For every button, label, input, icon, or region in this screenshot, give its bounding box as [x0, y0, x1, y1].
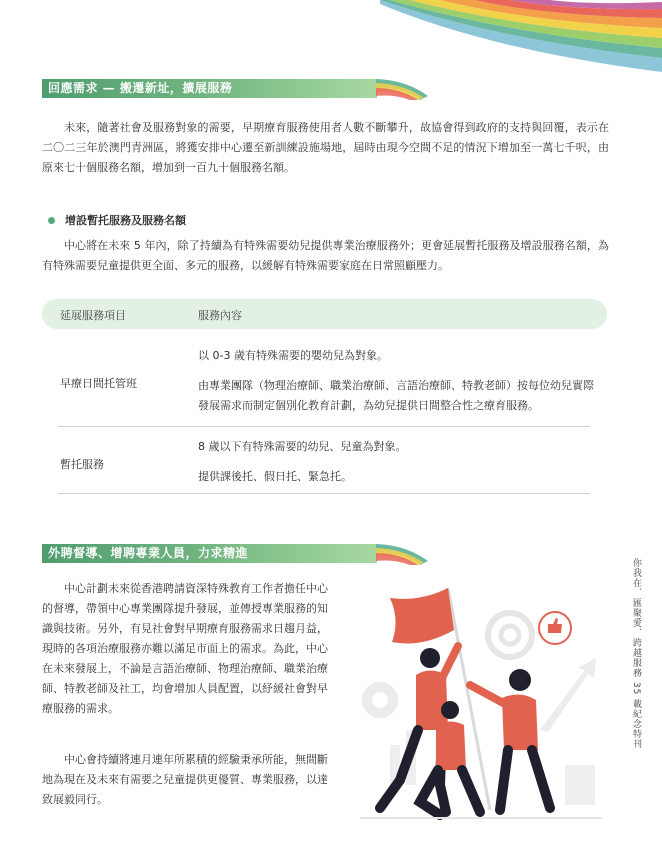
- background-target-icon: [488, 613, 532, 657]
- rainbow-swoosh-decoration: [380, 0, 662, 72]
- table-header-item: 延展服務項目: [60, 309, 126, 322]
- background-arrow-icon: [540, 658, 596, 732]
- thumbs-up-icon: [539, 612, 571, 644]
- table-row-2-content-1: 8 歲以下有特殊需要的幼兒、兒童為對象。: [198, 440, 407, 453]
- table-row-1-content-1: 以 0-3 歲有特殊需要的嬰幼兒為對象。: [198, 349, 388, 362]
- table-row-divider: [58, 426, 590, 427]
- publication-side-caption: 你我在．匯聚愛．跨越服務 35 載紀念特刊: [631, 558, 641, 750]
- table-row-2-content-2: 提供課後托、假日托、緊急托。: [198, 470, 352, 483]
- header-rainbow-tail: [376, 76, 428, 100]
- respite-service-paragraph: 中心將在未來 5 年內，除了持續為有特殊需要幼兒提供專業治療服務外；更會延展暫托服務及增設服務名額，為有特殊需要兒童提供更全面、多元的服務，以緩解有特殊需要家庭在日常照顧壓力。: [42, 239, 609, 272]
- red-flag: [390, 588, 454, 644]
- relocation-paragraph: 未來，隨著社會及服務對象的需要，早期療育服務使用者人數不斷攀升，故協會得到政府的支持與回覆，表示在二〇二三年於澳門青洲區，將獲安排中心遷至新訓練設施場地，屆時由現今空間不足的情況下增加至一萬七千呎，由原來七十個服務名額，增加到一百九十個服務名額。: [42, 121, 609, 174]
- teamwork-flag-illustration: [350, 580, 612, 822]
- person-right: [470, 669, 550, 810]
- table-row-1-item: 早療日間托管班: [60, 377, 137, 390]
- table-bottom-divider: [58, 493, 590, 494]
- table-row-1-content-2: 由專業團隊（物理治療師、職業治療師、言語治療師、特教老師）按每位幼兒實際發展需求而制定個別化教育計劃，為幼兒提供日間整合性之療育服務。: [198, 379, 594, 412]
- table-row-2-item: 暫托服務: [60, 458, 104, 471]
- section-header-supervision: 外聘督導、增聘專業人員，力求精進: [42, 544, 377, 563]
- background-gear-icon: [362, 682, 398, 718]
- supervision-paragraph-2: 中心會持續將連月連年所累積的經驗秉承所能，無間斷地為現在及未來有需要之兒童提供更優質、專業服務，以達致展毅同行。: [42, 753, 328, 806]
- bullet-dot: [48, 217, 55, 224]
- header-rainbow-tail: [376, 541, 428, 565]
- table-header-content: 服務內容: [198, 309, 242, 322]
- section-header-relocation: 回應需求 — 搬遷新址，擴展服務: [42, 79, 377, 98]
- table-header: [42, 299, 607, 329]
- supervision-paragraph-1: 中心計劃未來從香港聘請資深特殊教育工作者擔任中心的督導，帶領中心專業團隊提升發展，並傳授專業服務的知識與技術。另外，有見社會對早期療育服務需求日趨月益，現時的各項治療服務亦難以滿足市面上的需求。為此，中心在未來發展上，不論是言語治療師、物理治療師、職業治療師、特教老師及社工，均會增加人員配置，以紓緩社會對早療服務的需求。: [42, 582, 328, 715]
- respite-service-heading: 增設暫托服務及服務名額: [65, 214, 186, 227]
